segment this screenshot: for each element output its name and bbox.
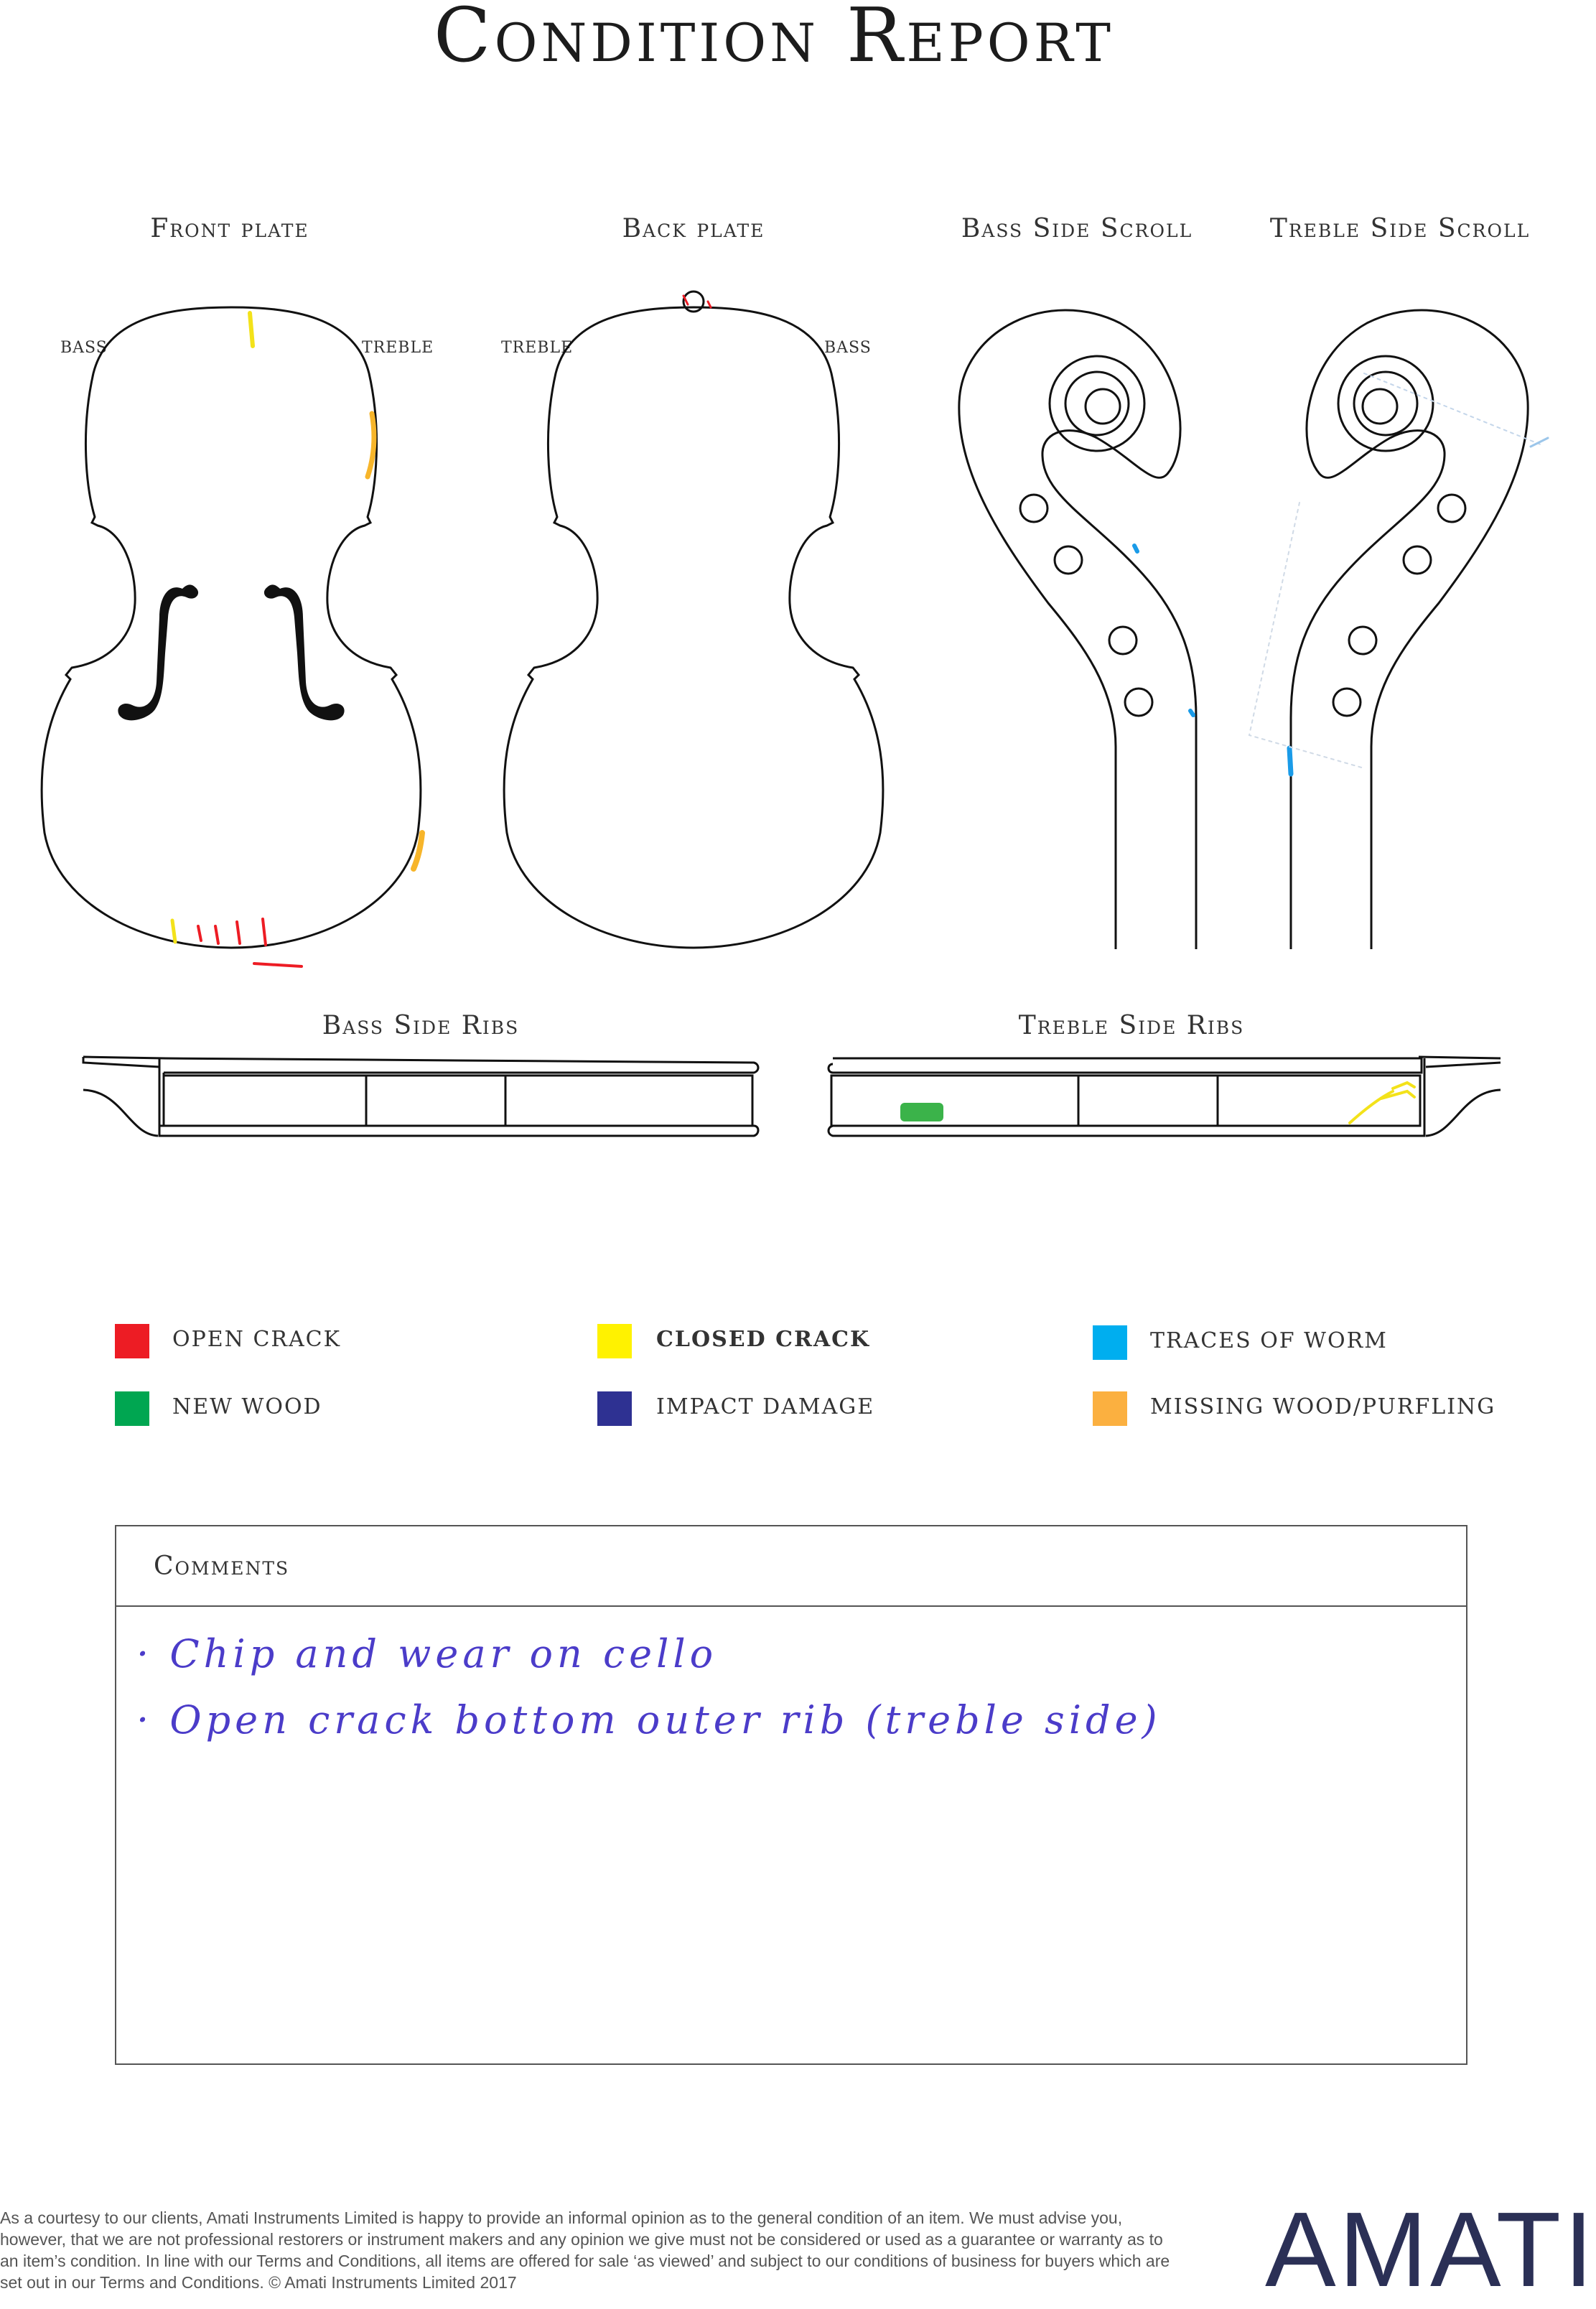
legend-label-new-wood: NEW WOOD: [172, 1394, 322, 1419]
legend-label-missing-wood: MISSING WOOD/PURFLING: [1150, 1394, 1496, 1419]
bass-scroll-outline: [959, 310, 1196, 949]
treble-peg-hole-3: [1349, 627, 1376, 654]
legend-label-closed-crack: CLOSED CRACK: [656, 1327, 871, 1352]
bass-side-scroll-label: Bass Side Scroll: [961, 214, 1193, 243]
treble-peg-hole-1: [1438, 495, 1465, 522]
legend-label-open-crack: OPEN CRACK: [172, 1327, 342, 1352]
comments-box[interactable]: [115, 1525, 1467, 2065]
bass-ribs-panel: [164, 1076, 752, 1126]
back-plate-label: Back plate: [622, 214, 765, 243]
f-holes: [118, 584, 344, 720]
treble-scroll-outline: [1291, 310, 1528, 949]
bass-peg-hole-3: [1109, 627, 1137, 654]
comments-heading: Comments: [116, 1526, 1466, 1607]
legend-swatch-new-wood: [115, 1391, 149, 1426]
comment-line-1: · Chip and wear on cello: [136, 1631, 718, 1676]
back-treble-label: TREBLE: [501, 339, 574, 357]
legend-swatch-impact-damage: [597, 1391, 632, 1426]
front-plate-outline: [42, 307, 421, 948]
treble-ribs-neck: [1419, 1057, 1501, 1136]
legend-label-impact-damage: IMPACT DAMAGE: [656, 1394, 875, 1419]
page-title: Condition Report: [434, 0, 1114, 79]
amati-logo: AMATI: [1265, 2191, 1596, 2309]
legend-swatch-closed-crack: [597, 1324, 632, 1358]
front-treble-label: TREBLE: [362, 339, 434, 357]
bass-peg-hole-1: [1020, 495, 1047, 522]
bass-side-ribs-label: Bass Side Ribs: [322, 1011, 520, 1040]
treble-side-ribs-label: Treble Side Ribs: [1018, 1011, 1245, 1040]
comment-line-2: · Open crack bottom outer rib (treble side): [136, 1697, 1162, 1743]
instrument-diagrams: [0, 0, 1548, 1177]
disclaimer-text: As a courtesy to our clients, Amati Instruments Limited is happy to provide an informal opinion as to the general condition of an item. We must advise you, however, that we are not professional restorers or instrument makers and any opinion we give must not be considered or used as a guarantee or warranty as to an item’s condition. In line with our Terms and Conditions, all items are offered for sale ‘as viewed’ and subject to our conditions of business for buyers which are set out in our Terms and Conditions. © Amati Instruments Limited 2017: [0, 2208, 1170, 2292]
legend-swatch-traces-of-worm: [1093, 1325, 1127, 1360]
front-bass-label: BASS: [60, 339, 108, 357]
treble-peg-hole-4: [1333, 689, 1361, 716]
back-plate-outline: [504, 307, 883, 948]
legend-swatch-missing-wood: [1093, 1391, 1127, 1426]
treble-side-scroll-label: Treble Side Scroll: [1269, 214, 1531, 243]
bass-ribs-outline: [159, 1058, 758, 1136]
new-wood-mark: [900, 1103, 943, 1121]
treble-peg-hole-2: [1404, 546, 1431, 574]
bass-peg-hole-2: [1055, 546, 1082, 574]
legend-label-traces-of-worm: TRACES OF WORM: [1150, 1328, 1388, 1353]
bass-peg-hole-4: [1125, 689, 1152, 716]
treble-ribs-outline: [829, 1058, 1424, 1136]
back-bass-label: BASS: [824, 339, 872, 357]
front-plate-label: Front plate: [150, 214, 309, 243]
legend-swatch-open-crack: [115, 1324, 149, 1358]
bass-ribs-neck: [83, 1057, 165, 1136]
